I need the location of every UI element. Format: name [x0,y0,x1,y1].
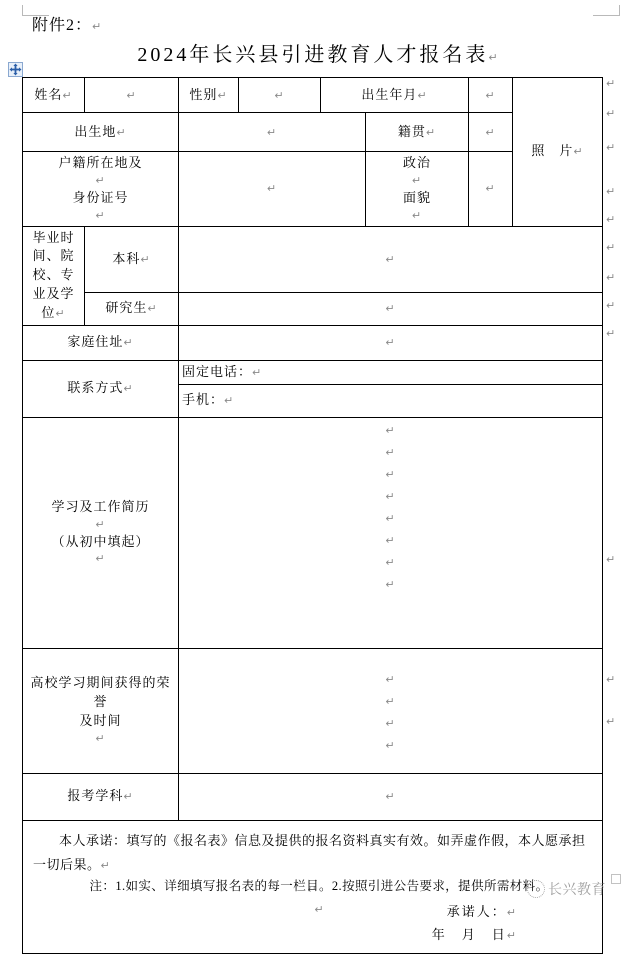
paragraph-mark-icon: ↵ [606,77,616,90]
paragraph-mark-icon [182,486,599,508]
paragraph-mark-icon [385,302,395,315]
paragraph-mark-icon [123,382,133,395]
paragraph-mark-icon [182,552,599,574]
paragraph-mark-icon: ↵ [606,673,616,686]
table-row-subject [23,773,603,820]
field-political-status-value[interactable] [469,152,513,227]
paragraph-mark-icon [182,420,599,442]
household-label-line1: 户籍所在地及 ↵ [26,154,175,189]
contact-label: 联系方式 [67,380,124,396]
paragraph-mark-icon: ↵ [606,553,616,566]
cell-native-place-label [366,113,469,152]
subject-label: 报考学科 [67,788,124,804]
field-graduate-value[interactable] [179,292,603,325]
page-title-text: 2024年长兴县引进教育人才报名表 [137,44,489,66]
attachment-label-text: 附件2： [32,17,93,34]
paragraph-mark-icon: ↵ [606,327,616,340]
paragraph-mark-icon [182,735,599,757]
paragraph-mark-icon [182,669,599,691]
cell-birth-date-label [321,78,469,113]
footer-paragraph-mark [0,900,638,918]
field-resume-value[interactable] [179,417,603,648]
paragraph-mark-icon [92,20,102,33]
field-birth-date-value[interactable] [469,78,513,113]
paragraph-mark-icon [182,574,599,596]
paragraph-mark-icon [252,366,262,379]
paragraph-mark-icon [147,302,157,315]
cell-political-status-label [366,152,469,227]
field-mobile-value[interactable] [179,384,603,417]
undergraduate-label: 本科 [112,250,141,266]
field-birthplace-value[interactable] [179,113,366,152]
table-row-name [23,78,603,113]
field-honors-value[interactable] [179,648,603,773]
paragraph-mark-icon [488,51,500,64]
commitment-text: 本人承诺：填写的《报名表》信息及提供的报名资料真实有效。如弄虚作假，本人愿承担一切后果。 ↵ [33,829,592,877]
photo-label: 照 片 [531,143,574,159]
paragraph-mark-icon [224,394,234,407]
outside-paragraph-marks [606,77,630,735]
mobile-label: 手机： [182,392,225,408]
paragraph-mark-icon [426,126,436,139]
gender-label: 性别 [189,86,218,102]
cell-undergraduate-label [85,226,179,292]
paragraph-mark-icon: ↵ [606,141,616,154]
paragraph-mark-icon [140,253,150,266]
political-status-label-line2: 面貌 ↵ [369,189,465,224]
paragraph-mark-icon: ↵ [606,715,616,728]
paragraph-mark-icon [182,691,599,713]
paragraph-mark-icon [314,903,323,916]
cell-household-label [23,152,179,227]
paragraph-mark-icon [26,551,175,567]
paragraph-mark-icon: ↵ [606,241,616,254]
cell-subject-label [23,773,179,820]
paragraph-mark-icon [182,442,599,464]
paragraph-mark-icon [267,182,277,195]
paragraph-mark-icon: ↵ [606,107,616,120]
field-address-value[interactable] [179,325,603,360]
paragraph-mark-icon [485,89,495,102]
resume-label-line1: 学习及工作简历 ↵ [26,498,175,533]
paragraph-mark-icon: ↵ [606,271,616,284]
paragraph-mark-icon [182,713,599,735]
page-corner-mark-top-right [593,5,620,16]
paragraph-mark-icon [267,126,277,139]
honors-blank-lines [182,651,599,757]
paragraph-mark-icon [26,173,175,189]
page-title [0,38,638,67]
paragraph-mark-icon [485,182,495,195]
graduate-label: 研究生 [105,300,148,316]
cell-gender-label [179,78,239,113]
paragraph-mark-icon [385,336,395,349]
cell-birthplace-label [23,113,179,152]
paragraph-mark-icon [26,517,175,533]
cell-photo-placeholder[interactable] [513,78,603,227]
field-landline-value[interactable] [179,360,603,384]
birthplace-label: 出生地 [74,123,117,139]
field-undergraduate-value[interactable] [179,226,603,292]
field-household-value[interactable] [179,152,366,227]
political-status-label-line1: 政治 ↵ [369,154,465,189]
paragraph-mark-icon [385,790,395,803]
paragraph-mark-icon [274,89,284,102]
paragraph-mark-icon [485,126,495,139]
paragraph-mark-icon: ↵ [606,185,616,198]
paragraph-mark-icon [26,731,175,747]
commitment-date-line[interactable] [33,924,592,946]
paragraph-mark-icon [182,508,599,530]
attachment-label [32,12,102,35]
circle-logo-icon [527,880,545,898]
paragraph-mark-icon [123,336,133,349]
paragraph-mark-icon [182,464,599,486]
address-label: 家庭住址 [67,334,124,350]
table-row-education-graduate [23,292,603,325]
registration-form-table [22,77,603,954]
cell-address-label [23,325,179,360]
paragraph-mark-icon [417,89,427,102]
table-move-handle[interactable] [8,62,23,77]
name-label: 姓名 [34,86,63,102]
paragraph-mark-icon [55,307,65,320]
honors-label-line1: 高校学习期间获得的荣誉 [30,675,171,710]
birth-date-label: 出生年月 [361,86,418,102]
paragraph-mark-icon: ↵ [606,299,616,312]
table-row-resume [23,417,603,648]
honors-label-line2: 及时间 ↵ [26,712,175,747]
table-row-education-undergraduate [23,226,603,292]
paragraph-mark-icon [62,89,72,102]
paragraph-mark-icon [182,530,599,552]
table-row-contact-landline [23,360,603,384]
field-subject-value[interactable] [179,773,603,820]
household-label-line2: 身份证号 ↵ [26,189,175,224]
resume-blank-lines [182,420,599,596]
watermark [527,879,606,899]
cell-honors-label [23,648,179,773]
resume-label-line2: （从初中填起） ↵ [26,533,175,568]
paragraph-mark-icon: ↵ [606,213,616,226]
table-row-honors [23,648,603,773]
table-row-address [23,325,603,360]
field-name-value[interactable] [85,78,179,113]
landline-label: 固定电话： [182,363,253,379]
footer-note-text: 注：1.如实、详细填写报名表的每一栏目。2.按照引进公告要求，提供所需材料。 [89,879,549,893]
field-gender-value[interactable] [239,78,321,113]
native-place-label: 籍贯 [397,123,426,139]
paragraph-mark-icon [116,126,126,139]
paragraph-mark-icon [101,859,111,872]
cell-contact-label [23,360,179,417]
paragraph-mark-icon [385,253,395,266]
education-label: 毕业时间、院校、专业及学位 ↵ [32,230,74,320]
cell-graduate-label [85,292,179,325]
cell-education-label [23,226,85,325]
signer-label: 承诺人： [446,904,507,920]
cell-resume-label [23,417,179,648]
watermark-text: 长兴教育 [548,883,606,898]
paragraph-mark-icon [126,89,136,102]
paragraph-mark-icon [123,790,133,803]
cell-name-label [23,78,85,113]
paragraph-mark-icon [369,173,465,189]
paragraph-mark-icon [507,929,518,942]
field-native-place-value[interactable] [469,113,513,152]
paragraph-mark-icon [369,208,465,224]
paragraph-mark-icon [573,145,583,158]
paragraph-mark-icon [26,208,175,224]
date-label: 年 月 日 [431,926,507,942]
paragraph-mark-icon [217,89,227,102]
